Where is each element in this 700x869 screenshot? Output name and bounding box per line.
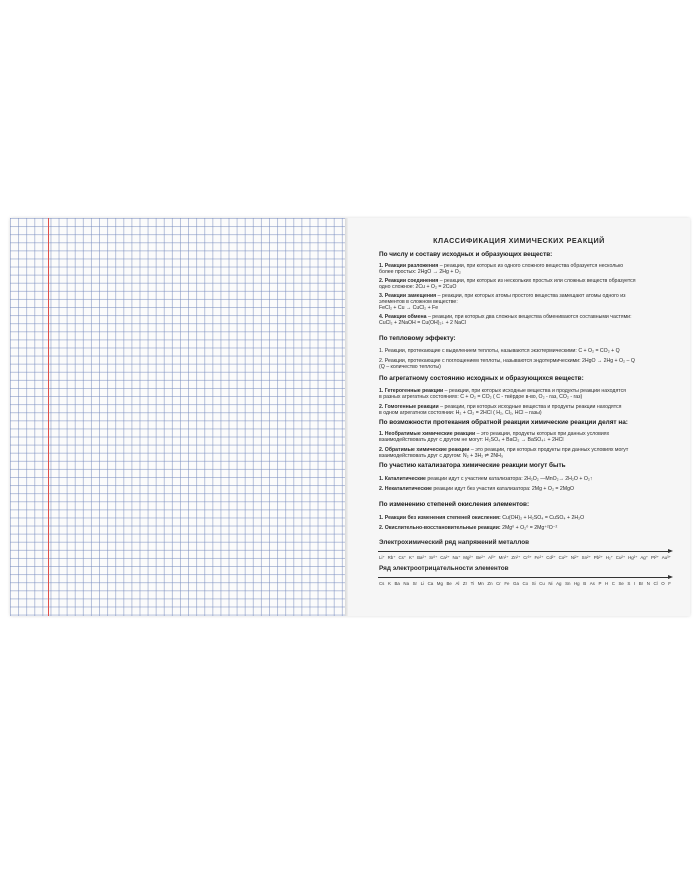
series-element: Rb⁺ xyxy=(387,555,396,560)
series-element: Ti xyxy=(470,581,475,586)
series-element: Be²⁺ xyxy=(476,555,486,560)
electroneg-series-label: Ряд электроотрицательности элементов xyxy=(379,565,509,572)
series-element: Mg xyxy=(436,581,443,586)
series-element: Mg²⁺ xyxy=(463,555,474,560)
series-element: Ag xyxy=(556,581,562,586)
series-element: Fe²⁺ xyxy=(534,555,544,560)
series-element: Al xyxy=(455,581,460,586)
series-element: Co xyxy=(522,581,529,586)
list-item: 1. Реакции разложения – реакции, при которых из одного сложного вещества образуется несколько более простых: 2HgO → 2Hg + O₂ xyxy=(379,263,624,276)
series-element: Sn xyxy=(565,581,571,586)
list-item: 1. Реакции, протекающие с выделением теплоты, называются экзотермическими: C + O₂ = CO₂ + Q xyxy=(379,348,620,354)
electroneg-series-arrow xyxy=(378,577,670,578)
series-element: K xyxy=(387,581,391,586)
series-element: Ca²⁺ xyxy=(440,555,450,560)
list-item: 3. Реакции замещения – реакции, при которых атомы простого вещества замещают атомы одного из элементов в сложном веществе: FeCl₂ + Cu → CuCl₂ + Fe xyxy=(379,293,626,312)
series-element: K⁺ xyxy=(409,555,415,560)
series-element: Ba xyxy=(394,581,400,586)
series-element: Zn²⁺ xyxy=(511,555,521,560)
series-element: Cr xyxy=(496,581,501,586)
series-element: Fe xyxy=(504,581,510,586)
series-element: Sr xyxy=(412,581,418,586)
series-element: Ni²⁺ xyxy=(570,555,579,560)
series-element: Na xyxy=(403,581,410,586)
series-element: Co²⁺ xyxy=(558,555,568,560)
series-element: Li xyxy=(420,581,425,586)
list-item: 2. Реакции, протекающие с поглощением теплоты, называются эндотермическими: 2HgO → 2Hg + O₂ – Q (Q – количество теплоты) xyxy=(379,358,635,371)
series-element: Pt²⁺ xyxy=(650,555,659,560)
series-element: Au³⁺ xyxy=(661,555,671,560)
section-heading: По изменению степеней окисления элементов: xyxy=(379,501,530,508)
series-element: Cr³⁺ xyxy=(523,555,532,560)
series-element: B xyxy=(583,581,587,586)
series-element: Cu xyxy=(539,581,545,586)
list-item: 1. Реакции без изменения степеней окисления: Cu(OH)₂ + H₂SO₄ = CuSO₄ + 2H₂O xyxy=(379,515,585,521)
metal-series-items xyxy=(379,555,671,561)
series-element: I xyxy=(633,581,636,586)
series-element: H₂⁺ xyxy=(605,555,613,560)
series-element: Mn²⁺ xyxy=(498,555,509,560)
series-element: Hg xyxy=(574,581,580,586)
series-element: Ag⁺ xyxy=(640,555,649,560)
notebook-spread xyxy=(10,218,690,616)
series-element: P xyxy=(598,581,602,586)
metal-series-label: Электрохимический ряд напряжений металлов xyxy=(379,539,530,546)
grid-page xyxy=(10,218,345,616)
page-title: КЛАССИФИКАЦИЯ ХИМИЧЕСКИХ РЕАКЦИЙ xyxy=(433,236,605,245)
series-element: Sr²⁺ xyxy=(429,555,438,560)
series-element: Cs⁺ xyxy=(398,555,407,560)
series-element: Br xyxy=(638,581,644,586)
series-element: Ni xyxy=(548,581,553,586)
list-item: 4. Реакции обмена – реакции, при которых два сложных вещества обмениваются составными частями: CuCl₂ + 2NaOH = Cu(OH)₂↓ + 2 NaCl xyxy=(379,314,632,327)
section-heading: По тепловому эффекту: xyxy=(379,335,456,342)
series-element: N xyxy=(646,581,650,586)
section-heading: По возможности протекания обратной реакции химические реакции делят на: xyxy=(379,419,628,426)
section-heading: По числу и составу исходных и образующих веществ: xyxy=(379,251,553,258)
section-heading: По агрегатному состоянию исходных и образующихся веществ: xyxy=(379,375,584,382)
series-element: Ca xyxy=(427,581,434,586)
list-item: 2. Гомогенные реакции – реакции, при которых исходные вещества и продукты реакции находятся в одном агрегатном состоянии: H₂ + Cl₂ = 2HCl ( H₂, Cl₂, HCl – газы) xyxy=(379,404,622,417)
series-element: C xyxy=(611,581,615,586)
series-element: Cl xyxy=(653,581,658,586)
series-element: H xyxy=(604,581,609,586)
series-element: Si xyxy=(531,581,536,586)
series-element: Be xyxy=(446,581,452,586)
series-element: S xyxy=(627,581,631,586)
metal-series-arrow xyxy=(378,551,670,552)
list-item: 2. Обратимые химические реакции – это реакции, при которых продукты при данных условиях могут взаимодействовать друг с другом: N₂ + 3H₂ ⇌ 2NH₃ xyxy=(379,447,629,460)
series-element: Hg²⁺ xyxy=(628,555,638,560)
series-element: Ga xyxy=(513,581,519,586)
series-element: F xyxy=(668,581,671,586)
electroneg-series-items xyxy=(379,581,671,587)
series-element: Na⁺ xyxy=(452,555,461,560)
series-element: Zn xyxy=(487,581,493,586)
reference-page xyxy=(348,218,690,616)
section-heading: По участию катализатора химические реакции могут быть xyxy=(379,462,566,469)
series-element: Ba²⁺ xyxy=(417,555,427,560)
series-element: Cs xyxy=(379,581,385,586)
series-element: Se xyxy=(618,581,624,586)
arrow-head-icon xyxy=(668,575,673,579)
list-item: 1. Каталитические реакции идут с участием катализатора: 2H₂O₂ —MnO₂→ 2H₂O + O₂↑ xyxy=(379,476,593,482)
list-item: 2. Некаталитические реакции идут без участия катализатора: 2Mg + O₂ = 2MgO xyxy=(379,486,574,492)
series-element: Pb²⁺ xyxy=(593,555,603,560)
series-element: Sn²⁺ xyxy=(581,555,591,560)
series-element: Mn xyxy=(477,581,484,586)
series-element: Li⁺ xyxy=(379,555,385,560)
series-element: Zr xyxy=(462,581,468,586)
margin-line xyxy=(48,218,49,616)
list-item: 1. Необратимые химические реакции – это реакции, продукты которых при данных условиях взаимодействовать друг с другом не могут: H₂SO₄ + BaCl₂ → BaSO₄↓ + 2HCl xyxy=(379,431,610,444)
series-element: Cd²⁺ xyxy=(546,555,556,560)
series-element: Al³⁺ xyxy=(488,555,496,560)
series-element: As xyxy=(589,581,595,586)
list-item: 2. Реакции соединения – реакции, при которых из нескольких простых или сложных веществ образуется одно сложное: 2Cu + O₂ = 2CuO xyxy=(379,278,636,291)
arrow-head-icon xyxy=(668,549,673,553)
list-item: 2. Окислительно-восстановительные реакции: 2Mg⁰ + O₂⁰ = 2Mg⁺²O⁻² xyxy=(379,525,558,531)
series-element: Cu²⁺ xyxy=(615,555,626,560)
list-item: 1. Гетерогенные реакции – реакции, при которых исходные вещества и продукты реакции находятся в разных агрегатных состояниях: C + O₂ = CO₂ ( C - твёрдое в-во, O₂ - газ, CO₂ - газ) xyxy=(379,388,626,401)
series-element: O xyxy=(661,581,665,586)
